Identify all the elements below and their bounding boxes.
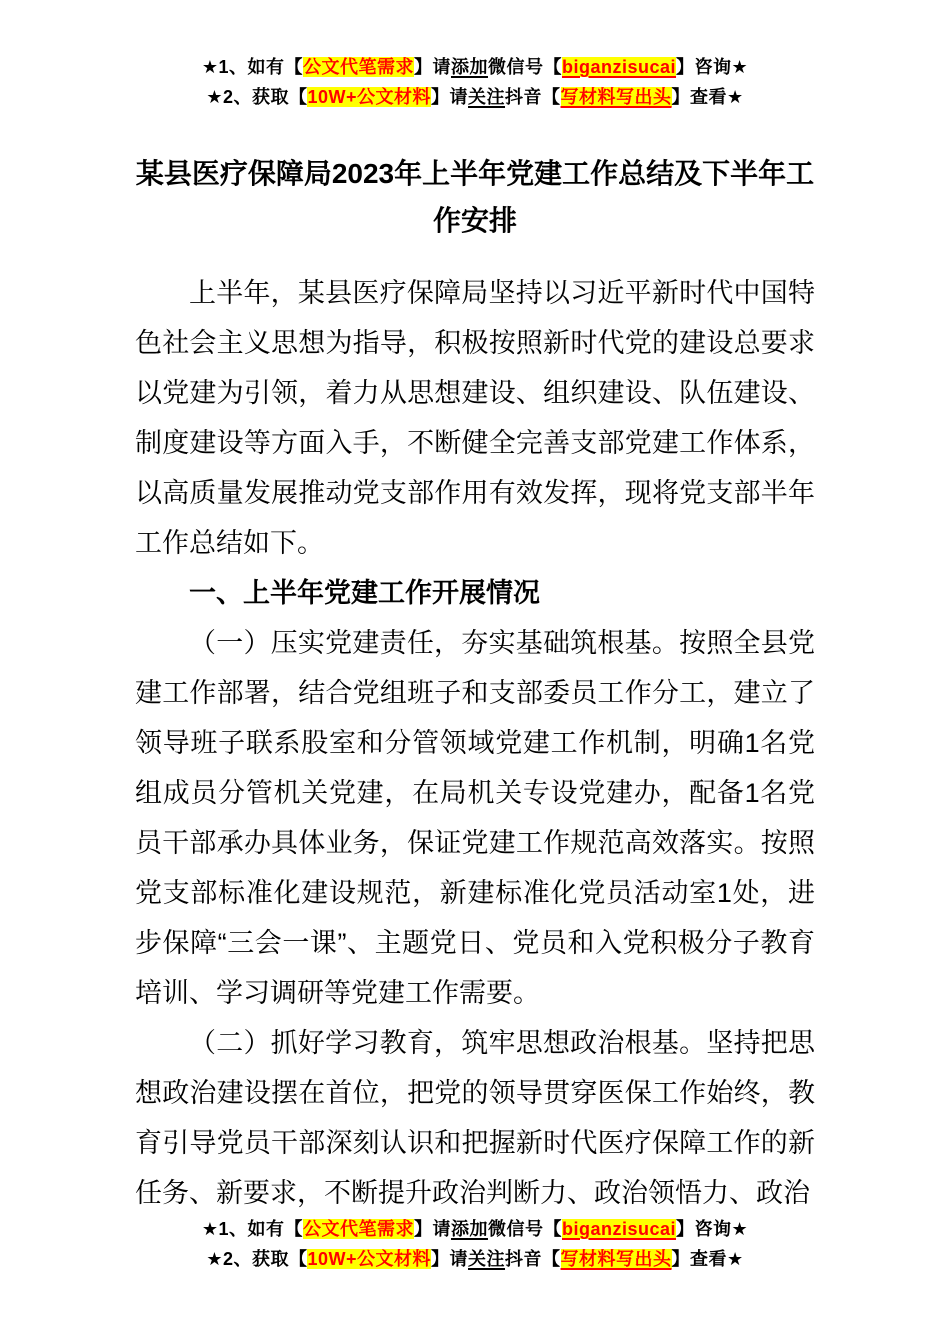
- promo-underline-follow: 关注: [468, 87, 506, 107]
- promo-text: 】请: [431, 87, 469, 107]
- paragraph-item-1: （一）压实党建责任，夯实基础筑根基。按照全县党建工作部署，结合党组班子和支部委员工作分工，建立了领导班子联系股室和分管领域党建工作机制，明确1名党组成员分管机关党建，在局机关专设党建办，配备1名党员干部承办具体业务，保证党建工作规范高效落实。按照党支部标准化建设规范，新建标准化党员活动室1处，进步保障“三会一课”、主题党日、党员和入党积极分子教育培训、学习调研等党建工作需要。: [135, 628, 815, 1008]
- paragraph-item-2: （二）抓好学习教育，筑牢思想政治根基。坚持把思想政治建设摆在首位，把党的领导贯穿医保工作始终，教育引导党员干部深刻认识和把握新时代医疗保障工作的新任务、新要求，不断提升政治判断力、政治领悟力、政治: [135, 1028, 815, 1208]
- promo-line-2: [0, 1244, 950, 1274]
- promo-highlight-materials: 10W+公文材料: [307, 1249, 432, 1269]
- document-body: [135, 268, 815, 1218]
- promo-text: 微信号【: [487, 57, 562, 77]
- promo-text: 】咨询★: [676, 57, 749, 77]
- promo-text: 微信号【: [487, 1219, 562, 1239]
- promo-underline-follow: 关注: [468, 1249, 506, 1269]
- promo-underline-add: 添加: [450, 57, 488, 77]
- promo-highlight-materials: 10W+公文材料: [307, 87, 432, 107]
- promo-text: ★1、如有【: [201, 57, 303, 77]
- document-title: 某县医疗保障局2023年上半年党建工作总结及下半年工作安排: [135, 158, 815, 236]
- promo-line-2: [135, 82, 815, 112]
- promo-douyin-id: 写材料写出头: [560, 1249, 672, 1269]
- promo-douyin-id: 写材料写出头: [560, 87, 672, 107]
- promo-line-1: [0, 1214, 950, 1244]
- promo-underline-add: 添加: [450, 1219, 488, 1239]
- promo-banner-bottom: [0, 1214, 950, 1274]
- promo-wechat-id: biganzisucai: [561, 1219, 677, 1239]
- promo-text: 】请: [413, 1219, 451, 1239]
- promo-text: 】查看★: [671, 1249, 744, 1269]
- promo-highlight-writing-service: 公文代笔需求: [302, 1219, 414, 1239]
- promo-highlight-writing-service: 公文代笔需求: [302, 57, 414, 77]
- section-heading-1: 一、上半年党建工作开展情况: [189, 578, 540, 608]
- promo-text: 抖音【: [505, 1249, 561, 1269]
- promo-text: ★2、获取【: [206, 87, 308, 107]
- promo-wechat-id: biganzisucai: [561, 57, 677, 77]
- promo-text: ★1、如有【: [201, 1219, 303, 1239]
- promo-text: ★2、获取【: [206, 1249, 308, 1269]
- promo-text: 抖音【: [505, 87, 561, 107]
- intro-paragraph: 上半年，某县医疗保障局坚持以习近平新时代中国特色社会主义思想为指导，积极按照新时代党的建设总要求以党建为引领，着力从思想建设、组织建设、队伍建设、制度建设等方面入手，不断健全完善支部党建工作体系，以高质量发展推动党支部作用有效发挥，现将党支部半年工作总结如下。: [135, 278, 815, 558]
- promo-text: 】请: [431, 1249, 469, 1269]
- promo-line-1: [135, 52, 815, 82]
- promo-banner-top: [135, 52, 815, 112]
- promo-text: 】查看★: [671, 87, 744, 107]
- promo-text: 】咨询★: [676, 1219, 749, 1239]
- promo-text: 】请: [413, 57, 451, 77]
